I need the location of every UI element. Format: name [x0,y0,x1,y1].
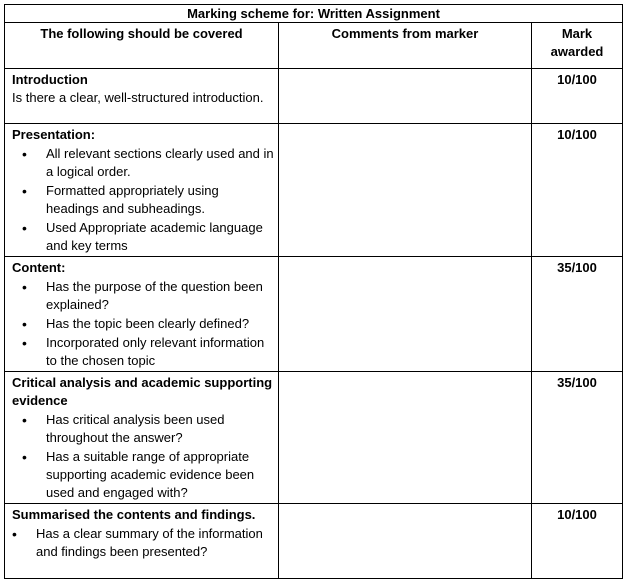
table-row [5,124,623,257]
table-title: Marking scheme for: Written Assignment [5,5,623,23]
list-item: • Has a suitable range of appropriate supporting academic evidence been used and engaged with? [46,448,274,502]
criteria-cell [5,257,279,372]
bullet-list [12,278,274,370]
mark-cell: 35/100 [532,372,623,504]
list-item: • Has the topic been clearly defined? [46,315,274,333]
list-item: • Formatted appropriately using headings and subheadings. [46,182,274,218]
table-row [5,257,623,372]
mark-cell: 10/100 [532,69,623,124]
criteria-cell [5,504,279,579]
row-text: Is there a clear, well-structured introduction. [12,90,264,105]
comment-cell[interactable] [279,504,532,579]
bullet-list [12,411,274,502]
list-item: • Used Appropriate academic language and key terms [46,219,274,255]
list-item: • Has critical analysis been used throughout the answer? [46,411,274,447]
comment-cell[interactable] [279,124,532,257]
criteria-cell [5,372,279,504]
criteria-cell [5,69,279,124]
mark-header: Mark awarded [532,23,623,69]
bullet-list [12,145,274,255]
bullet-list [12,525,274,561]
mark-cell: 10/100 [532,124,623,257]
row-heading: Introduction [12,72,88,87]
criteria-cell [5,124,279,257]
criteria-header: The following should be covered [5,23,279,69]
list-item: • All relevant sections clearly used and in a logical order. [46,145,274,181]
table-row [5,372,623,504]
comment-cell[interactable] [279,372,532,504]
row-heading: Summarised the contents and findings. [12,507,256,522]
table-row [5,504,623,579]
row-heading: Critical analysis and academic supporting evidence [12,375,273,408]
row-heading: Presentation: [12,127,96,142]
table-row [5,69,623,124]
mark-cell: 10/100 [532,504,623,579]
comment-cell[interactable] [279,69,532,124]
mark-cell: 35/100 [532,257,623,372]
list-item: • Has a clear summary of the information and findings been presented? [36,525,274,561]
marking-scheme-table [4,4,623,579]
list-item: • Incorporated only relevant information to the chosen topic [46,334,274,370]
row-heading: Content: [12,260,66,275]
comments-header: Comments from marker [279,23,532,69]
list-item: • Has the purpose of the question been explained? [46,278,274,314]
comment-cell[interactable] [279,257,532,372]
